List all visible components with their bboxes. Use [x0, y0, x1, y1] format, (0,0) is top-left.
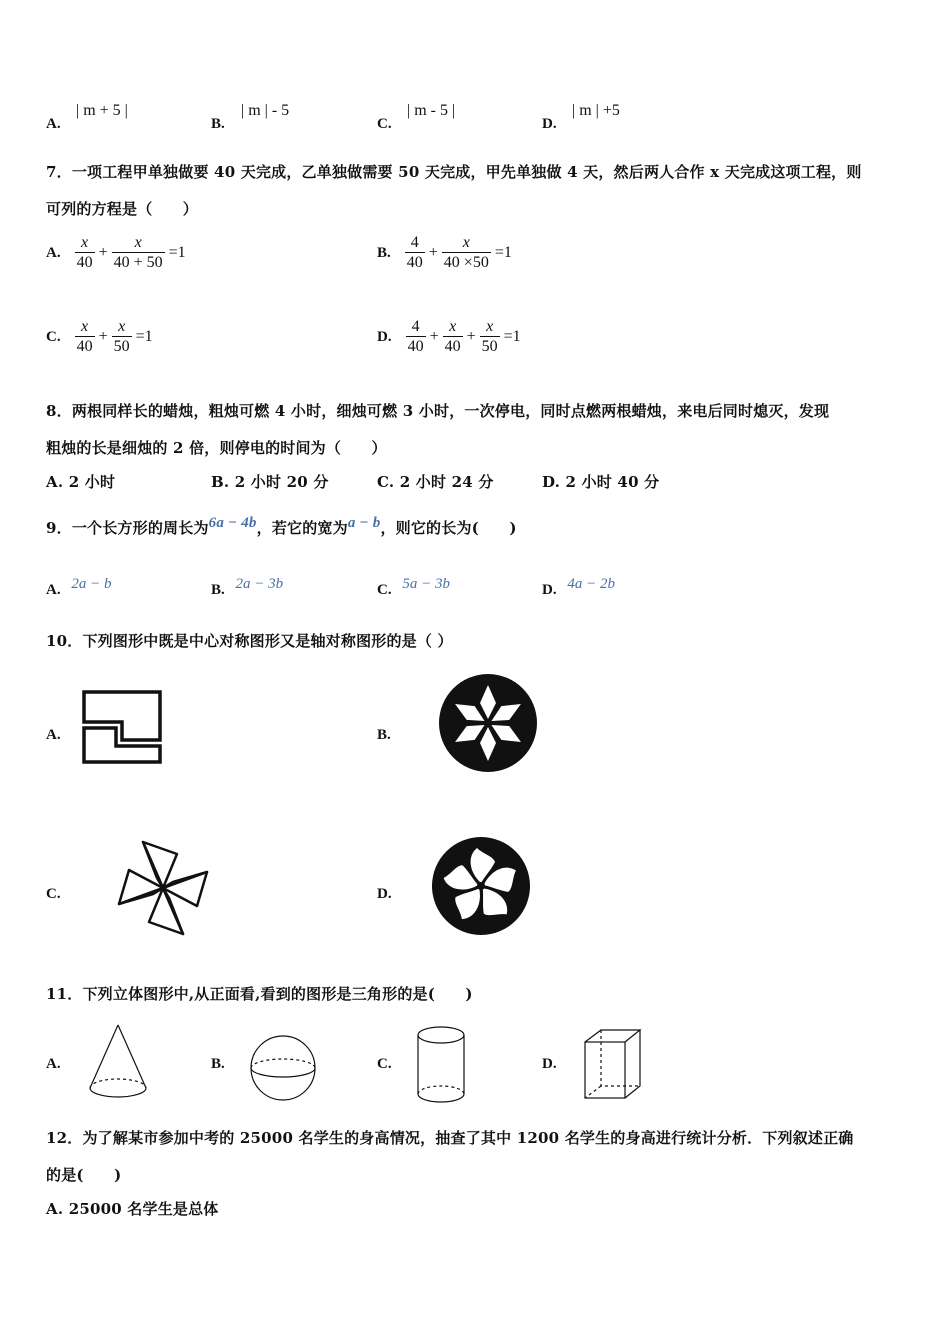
option-label: A. — [46, 244, 61, 261]
fraction: $\frac{x}{50}$ — [113, 318, 130, 355]
q9-option-a: A. 2a − b — [46, 576, 112, 598]
q9-stem: 9．一个长方形的周长为6a − 4b，若它的宽为a − b，则它的长为( ) — [46, 515, 517, 537]
option-expr: | m | +5 — [572, 102, 620, 119]
fraction: $\frac{4}{40}$ — [407, 318, 424, 355]
option-expr: | m - 5 | — [407, 102, 456, 119]
figure-pinwheel — [116, 838, 210, 938]
option-expr: | m + 5 | — [76, 102, 128, 119]
q8-option-c: C. 2 小时 24 分 — [377, 473, 494, 491]
q8-stem-line1: 8．两根同样长的蜡烛，粗烛可燃 4 小时，细烛可燃 3 小时，一次停电，同时点燃两根蜡烛，来电后同时熄灭，发现 — [46, 402, 830, 420]
q7-option-c: C. $\frac{x}{40}$ + $\frac{x}{50}$ =1 — [46, 318, 153, 355]
option-label: D. — [542, 116, 557, 132]
q7-option-a: A. $\frac{x}{40}$ + $\frac{x}{40 + 50}$ =1 — [46, 234, 186, 271]
q10-label-d: D. — [377, 886, 392, 902]
math-perimeter: 6a − 4b — [208, 515, 257, 531]
q10-stem: 10．下列图形中既是中心对称图形又是轴对称图形的是（ ） — [46, 632, 453, 650]
fraction: $\frac{4}{40}$ — [406, 234, 423, 271]
q10-label-c: C. — [46, 886, 61, 902]
q9-option-d: D. 4a − 2b — [542, 576, 615, 598]
math-width: a − b — [347, 515, 381, 531]
figure-cylinder — [414, 1024, 468, 1106]
q11-label-c: C. — [377, 1056, 392, 1072]
q10-label-a: A. — [46, 727, 61, 743]
q6-option-d — [542, 102, 620, 133]
q8-option-d: D. 2 小时 40 分 — [542, 473, 660, 491]
option-label: B. — [377, 244, 391, 261]
figure-interlock-shape — [80, 688, 164, 766]
fraction: $\frac{x}{40 \times 50}$ — [443, 234, 489, 271]
option-label: B. — [211, 116, 225, 132]
option-label: C. — [377, 116, 392, 132]
q12-option-a: A. 25000 名学生是总体 — [46, 1200, 219, 1218]
figure-sphere — [248, 1033, 318, 1103]
fraction: $\frac{x}{40}$ — [76, 234, 93, 271]
fraction: $\frac{x}{40}$ — [76, 318, 93, 355]
figure-six-petal-circle — [438, 673, 538, 773]
q7-option-b: B. $\frac{4}{40}$ + $\frac{x}{40 \times 50}$ =1 — [377, 234, 512, 271]
q11-label-a: A. — [46, 1056, 61, 1072]
fraction: $\frac{x}{40}$ — [444, 318, 461, 355]
option-label: C. — [46, 328, 61, 345]
q11-label-b: B. — [211, 1056, 225, 1072]
fraction: $\frac{x}{50}$ — [481, 318, 498, 355]
q9-option-c: C. 5a − 3b — [377, 576, 450, 598]
q7-stem-line2: 可列的方程是（ ） — [46, 200, 199, 218]
option-label: A. — [46, 116, 61, 132]
option-label: D. — [377, 328, 392, 345]
q10-label-b: B. — [377, 727, 391, 743]
figure-cone — [86, 1022, 150, 1102]
fraction: $\frac{x}{40 + 50}$ — [113, 234, 163, 271]
q6-option-b — [211, 102, 290, 133]
q8-option-a: A. 2 小时 — [46, 473, 116, 491]
figure-cuboid — [582, 1028, 644, 1102]
q8-option-b: B. 2 小时 20 分 — [211, 473, 329, 491]
q9-option-b: B. 2a − 3b — [211, 576, 284, 598]
q8-stem-line2: 粗烛的长是细烛的 2 倍，则停电的时间为（ ） — [46, 439, 387, 457]
q6-option-a — [46, 102, 128, 133]
q11-label-d: D. — [542, 1056, 557, 1072]
q7-option-d: D. $\frac{4}{40}$ + $\frac{x}{40}$ + $\frac{x}{50}$ =1 — [377, 318, 521, 355]
q11-stem: 11．下列立体图形中,从正面看,看到的图形是三角形的是( ) — [46, 985, 473, 1003]
q6-option-c — [377, 102, 456, 133]
q7-stem-line1: 7．一项工程甲单独做要 40 天完成，乙单独做需要 50 天完成，甲先单独做 4 天，然后两人合作 x 天完成这项工程，则 — [46, 163, 862, 181]
q12-stem-line1: 12．为了解某市参加中考的 25000 名学生的身高情况，抽查了其中 1200 名学生的身高进行统计分析．下列叙述正确 — [46, 1129, 854, 1147]
figure-bauhinia-circle — [431, 836, 531, 936]
q12-stem-line2: 的是( ) — [46, 1166, 122, 1184]
option-expr: | m | - 5 — [241, 102, 290, 119]
